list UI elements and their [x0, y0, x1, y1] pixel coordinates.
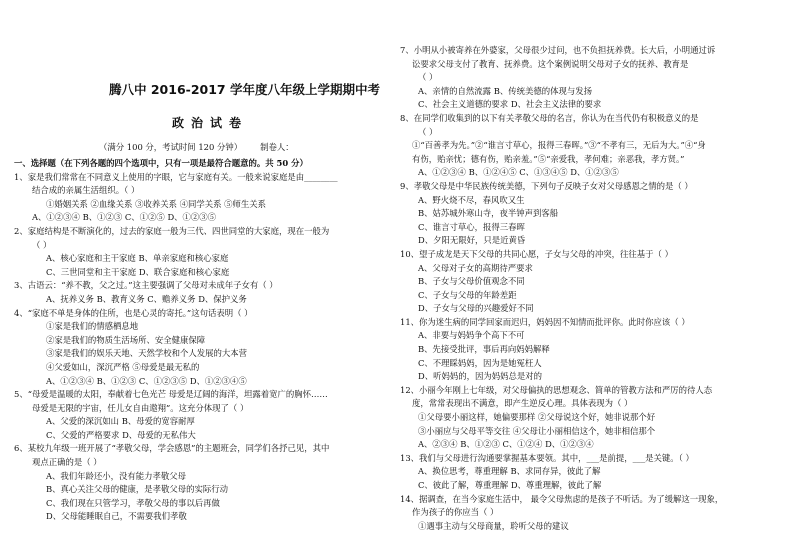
question-line: A、亲情的自然流露 B、传统美德的体现与发扬: [418, 85, 592, 96]
score-time: （满分 100 分，考试时间 120 分钟）: [99, 142, 243, 152]
question-line: C、谁言寸草心，报得三春晖: [418, 221, 525, 232]
question-line: C、社会主义道德的要求 D、社会主义法律的要求: [418, 99, 602, 110]
question-line: 观点正确的是（ ）: [32, 457, 102, 468]
question-line: ③家是我们的娱乐天地、天然学校和个人发展的大本营: [46, 348, 247, 359]
question-line: A、抚养义务 B、教育义务 C、赡养义务 D、保护义务: [46, 293, 247, 304]
question-line: A、非要与妈妈争个高下不可: [418, 330, 525, 341]
question-line: C、父爱的严格要求 D、母爱的无私伟大: [46, 429, 196, 440]
question-line: D、夕阳无限好，只是近黄昏: [418, 235, 526, 246]
question-line: A、②③④ B、①②③ C、①②④ D、①②③④: [418, 439, 594, 450]
maker-label: 制卷人：: [260, 142, 294, 152]
question-line: 13、我们与父母进行沟通要掌握基本要领。其中，___是前提，___是关键。（ ）: [400, 452, 694, 463]
question-line: （ ）: [418, 72, 438, 83]
question-line: 讼要求父母支付了教育、抚养费。这个案例说明父母对子女的抚养、教育是: [412, 58, 689, 69]
right-questions: [400, 44, 780, 533]
question-line: 一、选择题（在下列各题的四个选项中，只有一项是最符合题意的。共 50 分）: [14, 158, 308, 168]
question-line: B、先接受批评，事后再向妈妈解释: [418, 344, 550, 355]
question-line: C、我们现在只管学习，孝敬父母的事以后再做: [46, 497, 220, 508]
question-line: A、我们年龄还小，没有能力孝敬父母: [46, 470, 187, 481]
question-line: D、子女与父母的兴趣爱好不同: [418, 303, 534, 314]
question-line: 9、孝敬父母是中华民族传统美德，下列句子反映子女对父母感恩之情的是（ ）: [400, 180, 693, 191]
question-line: 有伤，贻亲忧；德有伤，贻亲羞。”⑤“亲爱我，孝何难；亲恶我，孝方贤。”: [412, 153, 685, 164]
exam-subtitle: 政治试卷: [172, 116, 249, 130]
question-line: 度，常常表现出不满意，即产生逆反心理。具体表现为（ ）: [412, 398, 633, 409]
question-line: C、彼此了解，尊重理解 D、尊重理解，彼此了解: [418, 480, 602, 490]
question-line: A、①②③④ B、①②④⑤ C、①③④⑤ D、①②③⑤: [418, 167, 619, 178]
question-line: 3、古语云：“养不教，父之过。”这主要强调了父母对未成年子女有（ ）: [14, 280, 278, 291]
question-line: C、不理睬妈妈，因为是她冤枉人: [418, 357, 542, 368]
question-line: 1、家是我们常常在不同意义上使用的字眼，它与家庭有关。一般来说家庭是由________: [14, 171, 338, 182]
question-line: B、姑苏城外寒山寺，夜半钟声到客船: [418, 208, 559, 219]
question-line: C、三世同堂和主干家庭 D、联合家庭和核心家庭: [46, 266, 230, 277]
question-line: B、真心关注父母的健康，是孝敬父母的实际行动: [46, 484, 229, 495]
question-line: ②家是我们的物质生活场所、安全健康保障: [46, 334, 206, 345]
question-line: 2、家庭结构是不断演化的，过去的家庭一般为三代、四世同堂的大家庭，现在一般为: [14, 225, 330, 236]
question-line: ①遇事主动与父母商量，聆听父母的建议: [418, 520, 569, 531]
question-line: ①家是我们的情感栖息地: [46, 321, 139, 332]
question-line: C、子女与父母的年龄差距: [418, 289, 517, 300]
question-line: 结合成的亲属生活组织。（ ）: [32, 185, 140, 196]
question-line: 14、据调查，在当今家庭生活中， 最令父母焦虑的是孩子不听话。为了缓解这一现象，: [400, 493, 724, 504]
left-questions: [14, 157, 386, 524]
question-line: D、父母能睡眠自己，不需要我们孝敬: [46, 511, 187, 522]
question-line: A、父母对子女的高期待严要求: [418, 262, 533, 273]
exam-title: 腾八中 2016-2017 学年度八年级上学期期中考: [109, 82, 380, 97]
question-line: A、换位思考，尊重理解 B、求同存异，彼此了解: [418, 466, 601, 477]
question-line: ①婚姻关系 ②血缘关系 ③收养关系 ④同学关系 ⑤师生关系: [46, 198, 267, 209]
question-line: 母爱是无限的宇宙，任儿女自由遨翔”。这充分体现了（ ）: [32, 402, 249, 413]
question-line: D、听妈妈的，因为妈妈总是对的: [418, 371, 542, 382]
question-line: A、父爱的深沉如山 B、母爱的宽容耐厚: [46, 416, 195, 427]
question-line: （ ）: [418, 126, 438, 137]
question-line: A、核心家庭和主干家庭 B、单亲家庭和核心家庭: [46, 253, 229, 264]
question-line: 8、在同学们收集到的以下有关孝敬父母的名言，你认为在当代仍有积极意义的是: [400, 112, 699, 123]
question-line: B、子女与父母价值观念不同: [418, 276, 525, 287]
question-line: 7、小明从小被寄养在外婆家，父母很少过问，也不负担抚养费。长大后，小明通过诉: [400, 45, 716, 55]
exam-meta: [99, 141, 294, 155]
question-line: A、①②③④ B、①②③ C、①②③⑤ D、①②③④⑤: [46, 375, 247, 386]
question-line: ④父爱如山，深沉严格 ⑤母爱是最无私的: [46, 361, 200, 372]
question-line: ①父母要小丽这样，她偏要那样 ②父母说这个好，她非说那个好: [418, 412, 656, 423]
question-line: 4、“家庭不单是身体的住所，也是心灵的寄托。”这句话表明（ ）: [14, 307, 253, 318]
question-line: 6、某校九年级一班开展了“孝敬父母，学会感恩”的主题班会，同学们各抒己见，其中: [14, 443, 330, 454]
question-line: A、①②③④ B、①②③ C、①②⑤ D、①②③⑤: [32, 212, 217, 223]
question-line: ①“百善孝为先。”②“谁言寸草心，报得三春晖。”③“不孝有三，无后为大。”④“身: [412, 140, 706, 151]
question-line: ③小丽应与父母平等交往 ④父母让小丽相信这个，她非相信那个: [418, 425, 656, 436]
question-line: 10、望子成龙是天下父母的共同心愿，子女与父母的冲突，往往基于（ ）: [400, 248, 673, 259]
question-line: 11、你为迷生病的同学回家而迟归，妈妈因不知情而批评你。此时你应该（ ）: [400, 316, 690, 327]
question-line: （ ）: [32, 239, 52, 250]
question-line: A、野火烧不尽，春风吹又生: [418, 194, 525, 205]
question-line: 5、“母爱是温暖的太阳，奉献着七色光芒 母爱是辽阔的海洋，坦露着宽广的胸怀……: [14, 389, 328, 400]
question-line: 作为孩子的你应当（ ）: [412, 507, 499, 518]
question-line: 12、小丽今年刚上七年级，对父母偏执的思想观念、简单的管教方法和严厉的待人态: [400, 384, 713, 395]
